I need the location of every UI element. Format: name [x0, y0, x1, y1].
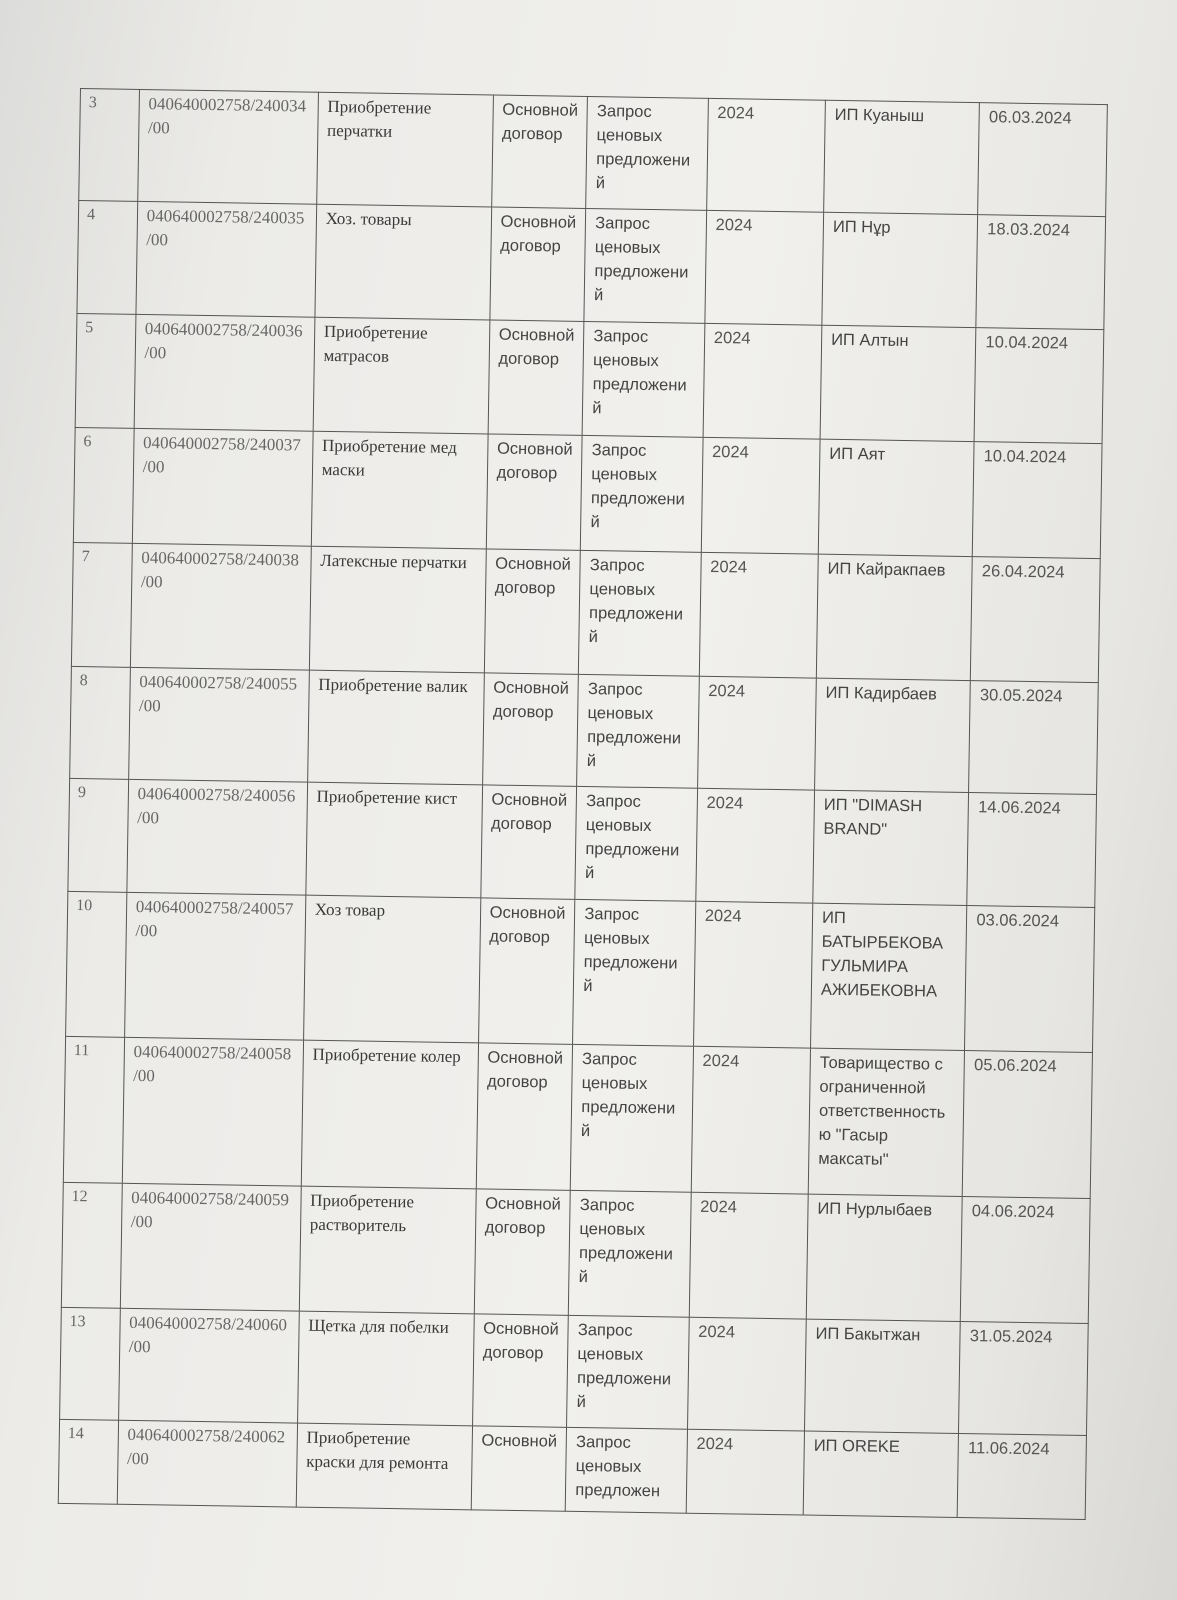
row-number-cell: 14	[58, 1419, 118, 1504]
table-row	[58, 1419, 1086, 1519]
supplier-name-cell: ИП Кадирбаев	[815, 678, 971, 792]
supplier-name-cell: ИП Куаныш	[824, 100, 980, 214]
item-name-cell: Приобретение кист	[306, 782, 483, 898]
purchase-code-cell: 040640002758/240058/00	[122, 1037, 303, 1186]
contract-date-cell: 03.06.2024	[965, 906, 1095, 1053]
purchase-code-cell: 040640002758/240057/00	[124, 892, 305, 1040]
item-name-cell: Хоз. товары	[315, 204, 492, 320]
contract-date-cell: 04.06.2024	[961, 1196, 1091, 1323]
purchase-code-cell: 040640002758/240059/00	[120, 1183, 301, 1311]
table-row	[75, 313, 1104, 443]
item-name-cell: Щетка для побелки	[297, 1311, 474, 1426]
supplier-name-cell: ИП Бакытжан	[805, 1319, 961, 1433]
year-cell: 2024	[689, 1192, 808, 1319]
contract-date-cell: 26.04.2024	[971, 557, 1101, 683]
contract-type-cell: Основной договор	[478, 898, 575, 1044]
item-name-cell: Хоз товар	[303, 895, 480, 1043]
table-row	[63, 1036, 1092, 1198]
contract-date-cell: 30.05.2024	[969, 681, 1098, 795]
year-cell: 2024	[697, 676, 816, 790]
table-row	[79, 89, 1108, 217]
contract-type-cell: Основной договор	[484, 549, 581, 674]
contract-type-cell: Основной договор	[474, 1189, 571, 1315]
contract-type-cell: Основной договор	[486, 434, 582, 550]
contract-date-cell: 31.05.2024	[959, 1321, 1088, 1435]
purchase-code-cell: 040640002758/240037/00	[132, 428, 313, 546]
row-number-cell: 7	[71, 542, 132, 667]
contract-date-cell: 05.06.2024	[963, 1051, 1093, 1199]
contract-date-cell: 10.04.2024	[973, 442, 1102, 559]
procurement-method-cell: Запрос ценовых предложений	[582, 321, 704, 437]
row-number-cell: 8	[70, 666, 130, 779]
contract-type-cell: Основной договор	[482, 673, 578, 786]
supplier-name-cell: ИП Кайракпаев	[816, 554, 972, 680]
procurement-method-cell: Запрос ценовых предложений	[573, 899, 696, 1046]
year-cell: 2024	[701, 437, 820, 554]
supplier-name-cell: ИП Нурлыбаев	[806, 1194, 962, 1321]
table-row	[71, 542, 1100, 682]
procurement-table-wrapper	[58, 88, 1108, 1520]
table-row	[60, 1307, 1089, 1435]
table-body	[58, 89, 1107, 1520]
row-number-cell: 3	[79, 89, 139, 202]
item-name-cell: Латексные перчатки	[309, 546, 486, 673]
procurement-table	[58, 88, 1108, 1520]
purchase-code-cell: 040640002758/240055/00	[128, 667, 309, 782]
contract-date-cell: 06.03.2024	[978, 103, 1107, 217]
purchase-code-cell: 040640002758/240062/00	[117, 1420, 297, 1507]
procurement-method-cell: Запрос ценовых предложений	[571, 1044, 694, 1192]
supplier-name-cell: ИП Аят	[818, 439, 974, 556]
supplier-name-cell: Товарищество с ограниченной ответственностью "Гасыр максаты"	[808, 1048, 965, 1196]
contract-type-cell: Основной договор	[491, 95, 587, 208]
supplier-name-cell: ИП Алтын	[820, 325, 976, 441]
year-cell: 2024	[703, 323, 822, 439]
contract-type-cell: Основной договор	[490, 207, 586, 321]
procurement-method-cell: Запрос ценовых предложений	[569, 1190, 691, 1317]
table-row	[77, 200, 1106, 329]
item-name-cell: Приобретение мед маски	[311, 431, 488, 549]
purchase-code-cell: 040640002758/240056/00	[127, 779, 308, 895]
contract-date-cell: 18.03.2024	[976, 215, 1105, 330]
procurement-method-cell: Запрос ценовых предложений	[581, 435, 703, 552]
table-row	[66, 891, 1095, 1052]
supplier-name-cell: ИП OREKE	[803, 1431, 959, 1517]
item-name-cell: Приобретение валик	[307, 670, 484, 785]
contract-type-cell: Основной договор	[476, 1043, 573, 1190]
supplier-name-cell: ИП Нұр	[822, 212, 978, 327]
purchase-code-cell: 040640002758/240038/00	[130, 543, 311, 670]
row-number-cell: 5	[75, 313, 135, 428]
supplier-name-cell: ИП БАТЫРБЕКОВА ГУЛЬМИРА АЖИБЕКОВНА	[811, 903, 968, 1050]
procurement-method-cell: Запрос ценовых предложений	[567, 1315, 689, 1429]
item-name-cell: Приобретение перчатки	[316, 92, 493, 207]
procurement-method-cell: Запрос ценовых предложений	[575, 786, 697, 901]
row-number-cell: 11	[63, 1036, 124, 1183]
table-row	[68, 778, 1097, 907]
item-name-cell: Приобретение растворитель	[299, 1186, 476, 1314]
purchase-code-cell: 040640002758/240060/00	[118, 1308, 299, 1423]
year-cell: 2024	[699, 552, 818, 678]
row-number-cell: 10	[66, 891, 127, 1037]
row-number-cell: 13	[60, 1307, 120, 1420]
contract-date-cell: 14.06.2024	[967, 793, 1096, 908]
contract-type-cell: Основной договор	[488, 320, 584, 435]
contract-date-cell: 11.06.2024	[958, 1433, 1087, 1519]
contract-type-cell: Основной договор	[480, 785, 576, 899]
row-number-cell: 6	[73, 427, 133, 543]
year-cell: 2024	[705, 210, 824, 325]
table-row	[61, 1182, 1090, 1323]
year-cell: 2024	[686, 1429, 805, 1515]
year-cell: 2024	[706, 98, 825, 212]
row-number-cell: 9	[68, 778, 128, 892]
purchase-code-cell: 040640002758/240034/00	[137, 89, 318, 204]
year-cell: 2024	[691, 1046, 811, 1194]
purchase-code-cell: 040640002758/240035/00	[136, 201, 317, 317]
item-name-cell: Приобретение матрасов	[313, 317, 490, 434]
year-cell: 2024	[693, 901, 813, 1048]
year-cell: 2024	[687, 1317, 806, 1431]
purchase-code-cell: 040640002758/240036/00	[134, 314, 315, 431]
table-row	[70, 666, 1099, 794]
item-name-cell: Приобретение краски для ремонта	[296, 1423, 472, 1510]
year-cell: 2024	[696, 788, 815, 903]
procurement-method-cell: Запрос ценовых предложений	[577, 674, 699, 788]
procurement-method-cell: Запрос ценовых предложений	[586, 96, 708, 210]
supplier-name-cell: ИП "DIMASH BRAND"	[813, 790, 969, 905]
contract-type-cell: Основной	[471, 1426, 567, 1511]
procurement-method-cell: Запрос ценовых предложений	[584, 208, 706, 323]
contract-type-cell: Основной договор	[472, 1314, 568, 1427]
item-name-cell: Приобретение колер	[301, 1040, 478, 1189]
table-row	[73, 427, 1102, 558]
contract-date-cell: 10.04.2024	[974, 328, 1103, 444]
row-number-cell: 4	[77, 200, 137, 314]
row-number-cell: 12	[61, 1182, 122, 1308]
procurement-method-cell: Запрос ценовых предложений	[579, 550, 701, 676]
procurement-method-cell: Запрос ценовых предложен	[566, 1427, 688, 1513]
